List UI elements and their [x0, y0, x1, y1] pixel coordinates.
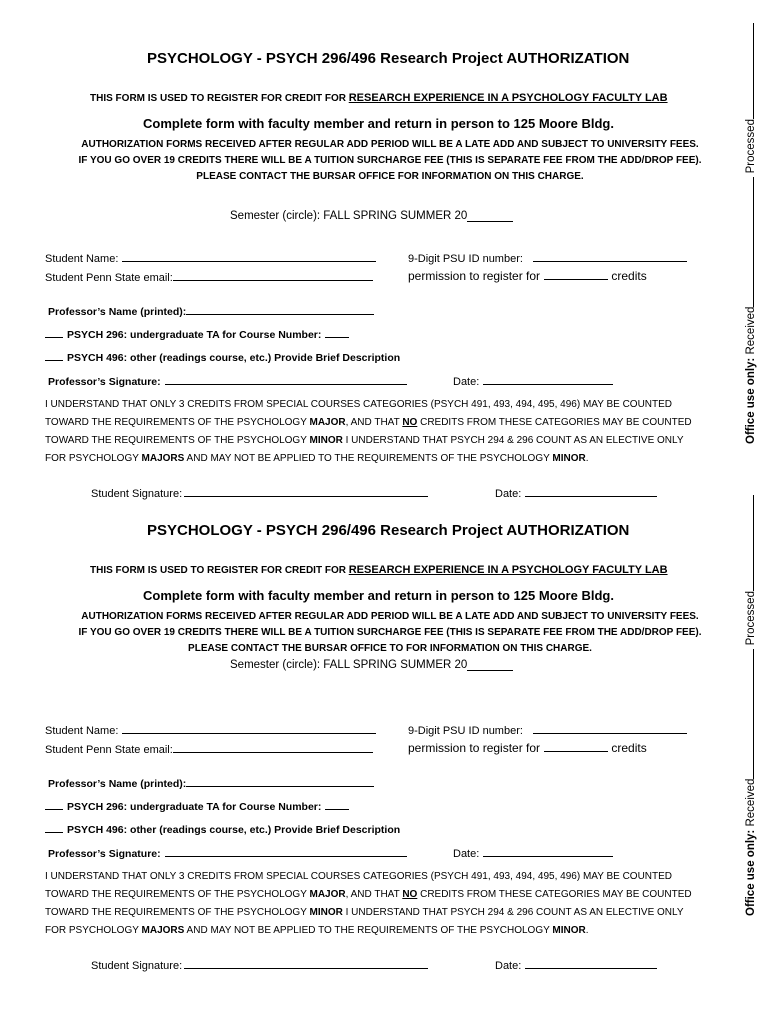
- processed-label: Processed: [745, 119, 757, 174]
- authorization-form-2: [0, 512, 757, 982]
- received-label: Received: [745, 306, 757, 355]
- ack-line-1: I UNDERSTAND THAT ONLY 3 CREDITS FROM SPECIAL COURSES CATEGORIES (PSYCH 491, 493, 494, 495, 496) MAY BE COUNTED: [45, 871, 673, 882]
- student-signature-blank[interactable]: [184, 486, 428, 497]
- received-blank[interactable]: [743, 649, 754, 779]
- ack-line-3: [45, 432, 735, 450]
- ack-line-4-text: FOR PSYCHOLOGY: [45, 453, 139, 464]
- professor-signature-blank[interactable]: [165, 846, 407, 857]
- permission-label: permission to register for: [408, 741, 541, 755]
- received-blank[interactable]: [743, 177, 754, 307]
- form-title: PSYCHOLOGY - PSYCH 296/496 Research Project AUTHORIZATION: [147, 50, 630, 67]
- ack-line-3-text: TOWARD THE REQUIREMENTS OF THE PSYCHOLOGY: [45, 435, 307, 446]
- permission-label: permission to register for: [408, 269, 541, 283]
- psu-id-field: [408, 723, 687, 737]
- ack-line-2: [45, 886, 735, 904]
- psych296-label: PSYCH 296: undergraduate TA for Course Number:: [67, 801, 322, 813]
- office-use-strip: [743, 23, 757, 444]
- ack-line-2-joiner: , AND THAT: [345, 417, 400, 428]
- ack-line-2: [45, 414, 735, 432]
- student-name-blank[interactable]: [122, 251, 376, 262]
- psu-id-blank[interactable]: [533, 723, 687, 734]
- credits-blank[interactable]: [544, 741, 608, 752]
- professor-name-label: Professor’s Name (printed):: [48, 306, 187, 318]
- ack-line-4-end: .: [585, 925, 589, 936]
- received-label: Received: [745, 778, 757, 827]
- student-name-blank[interactable]: [122, 723, 376, 734]
- ack-line-4: [45, 922, 735, 940]
- form-purpose-prefix: THIS FORM IS USED TO REGISTER FOR CREDIT FOR: [90, 565, 346, 576]
- student-signature-label: Student Signature:: [91, 960, 183, 972]
- ack-minor-word: MINOR: [309, 435, 343, 446]
- student-date-field: [495, 958, 657, 972]
- instructions-heading: Complete form with faculty member and return in person to 125 Moore Bldg.: [143, 116, 614, 131]
- semester-label: Semester (circle): FALL SPRING SUMMER 20: [230, 659, 468, 671]
- professor-signature-blank[interactable]: [165, 374, 407, 385]
- student-date-blank[interactable]: [525, 486, 657, 497]
- form-purpose: [90, 564, 668, 576]
- fee-notice-3: PLEASE CONTACT THE BURSAR OFFICE FOR INFORMATION ON THIS CHARGE.: [196, 171, 584, 182]
- semester-line: [230, 659, 513, 671]
- professor-date-label: Date:: [453, 848, 480, 860]
- ack-line-4-mid: AND MAY NOT BE APPLIED TO THE REQUIREMENTS OF THE PSYCHOLOGY: [186, 925, 550, 936]
- professor-signature-label: Professor’s Signature:: [48, 848, 161, 860]
- ack-major-word: MAJOR: [309, 889, 346, 900]
- psu-id-field: [408, 251, 687, 265]
- ack-line-2-joiner: , AND THAT: [345, 889, 400, 900]
- credit-acknowledgement: [45, 868, 735, 940]
- instructions-heading: Complete form with faculty member and return in person to 125 Moore Bldg.: [143, 588, 614, 603]
- credits-blank[interactable]: [544, 269, 608, 280]
- ack-minor-word-2: MINOR: [552, 453, 586, 464]
- student-name-field: [45, 723, 376, 737]
- credits-field: [408, 741, 647, 755]
- fee-notice-1: AUTHORIZATION FORMS RECEIVED AFTER REGULAR ADD PERIOD WILL BE A LATE ADD AND SUBJECT TO UNIVERSITY FEES.: [81, 139, 699, 150]
- student-email-label: Student Penn State email:: [45, 744, 173, 756]
- professor-date-blank[interactable]: [483, 846, 613, 857]
- professor-date-field: [453, 846, 613, 860]
- student-signature-label: Student Signature:: [91, 488, 183, 500]
- student-signature-field: [91, 486, 428, 500]
- credits-field: [408, 269, 647, 283]
- psych496-option: [45, 350, 400, 364]
- psych496-label: PSYCH 496: other (readings course, etc.) Provide Brief Description: [67, 352, 401, 364]
- psych296-check-blank[interactable]: [45, 327, 63, 338]
- student-date-field: [495, 486, 657, 500]
- form-title: PSYCHOLOGY - PSYCH 296/496 Research Project AUTHORIZATION: [147, 522, 630, 539]
- office-use-strip: [743, 495, 757, 916]
- ack-line-3-end: I UNDERSTAND THAT PSYCH 294 & 296 COUNT AS AN ELECTIVE ONLY: [345, 907, 684, 918]
- course-number-blank[interactable]: [325, 327, 349, 338]
- credit-acknowledgement: [45, 396, 735, 468]
- student-email-label: Student Penn State email:: [45, 272, 173, 284]
- psych496-check-blank[interactable]: [45, 822, 63, 833]
- office-use-label: Office use only:: [745, 357, 757, 444]
- semester-year-blank[interactable]: [467, 659, 513, 671]
- ack-line-4: [45, 450, 735, 468]
- student-signature-blank[interactable]: [184, 958, 428, 969]
- professor-name-blank[interactable]: [186, 304, 374, 315]
- professor-date-label: Date:: [453, 376, 480, 388]
- ack-line-4-end: .: [585, 453, 589, 464]
- student-signature-field: [91, 958, 428, 972]
- ack-line-2-end: CREDITS FROM THESE CATEGORIES MAY BE COUNTED: [420, 417, 692, 428]
- semester-line: [230, 210, 513, 222]
- psu-id-label: 9-Digit PSU ID number:: [408, 725, 523, 737]
- student-name-label: Student Name:: [45, 725, 119, 737]
- authorization-form-1: [0, 40, 757, 510]
- processed-blank[interactable]: [743, 23, 754, 119]
- student-date-label: Date:: [495, 960, 522, 972]
- ack-major-word: MAJOR: [309, 417, 346, 428]
- psych496-check-blank[interactable]: [45, 350, 63, 361]
- psych496-label: PSYCH 496: other (readings course, etc.) Provide Brief Description: [67, 824, 401, 836]
- ack-line-3: [45, 904, 735, 922]
- psu-id-label: 9-Digit PSU ID number:: [408, 253, 523, 265]
- psych496-option: [45, 822, 400, 836]
- psych296-check-blank[interactable]: [45, 799, 63, 810]
- student-name-label: Student Name:: [45, 253, 119, 265]
- professor-name-label: Professor’s Name (printed):: [48, 778, 187, 790]
- professor-date-field: [453, 374, 613, 388]
- professor-signature-label: Professor’s Signature:: [48, 376, 161, 388]
- credits-label: credits: [611, 741, 647, 755]
- ack-majors-word: MAJORS: [141, 925, 185, 936]
- student-email-blank[interactable]: [173, 270, 373, 281]
- fee-notice-2: IF YOU GO OVER 19 CREDITS THERE WILL BE A TUITION SURCHARGE FEE (THIS IS SEPARATE FEE FROM THE ADD/DROP FEE).: [78, 155, 702, 166]
- processed-label: Processed: [745, 591, 757, 646]
- semester-year-blank[interactable]: [467, 210, 513, 222]
- ack-no-word: NO: [402, 417, 418, 428]
- ack-line-3-end: I UNDERSTAND THAT PSYCH 294 & 296 COUNT AS AN ELECTIVE ONLY: [345, 435, 684, 446]
- course-number-blank[interactable]: [325, 799, 349, 810]
- psu-id-blank[interactable]: [533, 251, 687, 262]
- student-name-field: [45, 251, 376, 265]
- student-email-field: [45, 742, 373, 756]
- student-date-blank[interactable]: [525, 958, 657, 969]
- professor-name-field: [48, 304, 374, 318]
- processed-blank[interactable]: [743, 495, 754, 591]
- ack-line-3-text: TOWARD THE REQUIREMENTS OF THE PSYCHOLOGY: [45, 907, 307, 918]
- student-email-blank[interactable]: [173, 742, 373, 753]
- psych296-option: [45, 327, 349, 341]
- fee-notice-2: IF YOU GO OVER 19 CREDITS THERE WILL BE A TUITION SURCHARGE FEE (THIS IS SEPARATE FEE FROM THE ADD/DROP FEE).: [78, 627, 702, 638]
- ack-line-4-mid: AND MAY NOT BE APPLIED TO THE REQUIREMENTS OF THE PSYCHOLOGY: [186, 453, 550, 464]
- ack-minor-word: MINOR: [309, 907, 343, 918]
- office-use-label: Office use only:: [745, 829, 757, 916]
- professor-signature-field: [48, 374, 407, 388]
- professor-name-field: [48, 776, 374, 790]
- fee-notice-1: AUTHORIZATION FORMS RECEIVED AFTER REGULAR ADD PERIOD WILL BE A LATE ADD AND SUBJECT TO UNIVERSITY FEES.: [81, 611, 699, 622]
- ack-minor-word-2: MINOR: [552, 925, 586, 936]
- form-purpose-underlined: RESEARCH EXPERIENCE IN A PSYCHOLOGY FACULTY LAB: [348, 92, 668, 104]
- ack-majors-word: MAJORS: [141, 453, 185, 464]
- ack-line-2-text: TOWARD THE REQUIREMENTS OF THE PSYCHOLOGY: [45, 889, 307, 900]
- ack-no-word: NO: [402, 889, 418, 900]
- form-purpose: [90, 92, 668, 104]
- ack-line-4-text: FOR PSYCHOLOGY: [45, 925, 139, 936]
- ack-line-2-end: CREDITS FROM THESE CATEGORIES MAY BE COUNTED: [420, 889, 692, 900]
- form-purpose-underlined: RESEARCH EXPERIENCE IN A PSYCHOLOGY FACULTY LAB: [348, 564, 668, 576]
- student-date-label: Date:: [495, 488, 522, 500]
- professor-signature-field: [48, 846, 407, 860]
- psych296-option: [45, 799, 349, 813]
- ack-line-1: I UNDERSTAND THAT ONLY 3 CREDITS FROM SPECIAL COURSES CATEGORIES (PSYCH 491, 493, 494, 495, 496) MAY BE COUNTED: [45, 399, 673, 410]
- ack-line-2-text: TOWARD THE REQUIREMENTS OF THE PSYCHOLOGY: [45, 417, 307, 428]
- student-email-field: [45, 270, 373, 284]
- semester-label: Semester (circle): FALL SPRING SUMMER 20: [230, 210, 468, 222]
- form-purpose-prefix: THIS FORM IS USED TO REGISTER FOR CREDIT FOR: [90, 93, 346, 104]
- psych296-label: PSYCH 296: undergraduate TA for Course Number:: [67, 329, 322, 341]
- credits-label: credits: [611, 269, 647, 283]
- professor-date-blank[interactable]: [483, 374, 613, 385]
- professor-name-blank[interactable]: [186, 776, 374, 787]
- fee-notice-3: PLEASE CONTACT THE BURSAR OFFICE TO FOR INFORMATION ON THIS CHARGE.: [188, 643, 592, 654]
